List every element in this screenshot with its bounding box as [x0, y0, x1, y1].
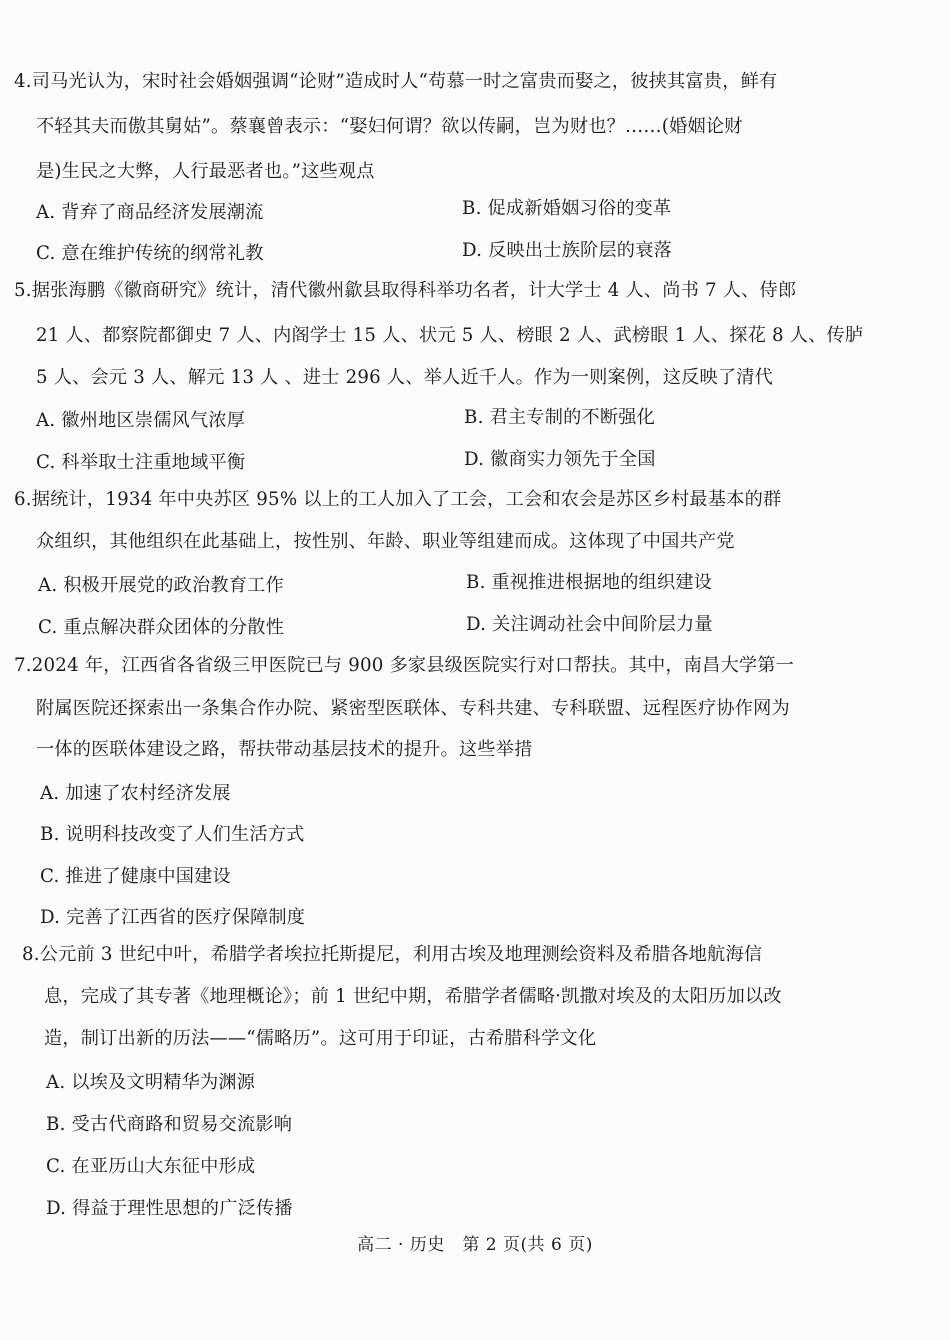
option-c: C. 在亚历山大东征中形成 — [46, 1156, 256, 1177]
question-text-line: 21 人、都察院都御史 7 人、内阁学士 15 人、状元 5 人、榜眼 2 人、武榜眼 1 人、探花 8 人、传胪 — [36, 325, 864, 346]
question-text-line: 5.据张海鹏《徽商研究》统计，清代徽州歙县取得科举功名者，计大学士 4 人、尚书 7 人、侍郎 — [14, 280, 797, 301]
question-text-line: 造，制订出新的历法——“儒略历”。这可用于印证，古希腊科学文化 — [44, 1028, 597, 1049]
question-text-line: 8.公元前 3 世纪中叶，希腊学者埃拉托斯提尼，利用古埃及地理测绘资料及希腊各地航海信 — [22, 944, 763, 965]
option-a: A. 以埃及文明精华为渊源 — [46, 1072, 256, 1093]
page-footer: 高二 · 历史 第 2 页(共 6 页) — [357, 1235, 593, 1255]
question-text-line: 众组织，其他组织在此基础上，按性别、年龄、职业等组建而成。这体现了中国共产党 — [36, 531, 735, 552]
question-text-line: 不轻其夫而傲其舅姑”。蔡襄曾表示：“娶妇何谓？欲以传嗣，岂为财也？……(婚姻论财 — [36, 116, 743, 137]
question-text-line: 5 人、会元 3 人、解元 13 人 、进士 296 人、举人近千人。作为一则案例，这反映了清代 — [36, 367, 774, 388]
question-text-line: 7.2024 年，江西省各省级三甲医院已与 900 多家县级医院实行对口帮扶。其中，南昌大学第一 — [14, 655, 795, 676]
option-c: C. 推进了健康中国建设 — [40, 866, 231, 887]
option-a: A. 积极开展党的政治教育工作 — [38, 575, 284, 596]
option-b: B. 促成新婚姻习俗的变革 — [462, 198, 672, 219]
question-text-line: 6.据统计，1934 年中央苏区 95% 以上的工人加入了工会，工会和农会是苏区乡村最基本的群 — [14, 489, 782, 510]
question-text-line: 附属医院还探索出一条集合作办院、紧密型医联体、专科共建、专科联盟、远程医疗协作网为 — [36, 698, 790, 719]
option-d: D. 反映出士族阶层的衰落 — [462, 240, 672, 261]
option-b: B. 说明科技改变了人们生活方式 — [40, 824, 305, 845]
option-c: C. 意在维护传统的纲常礼教 — [36, 243, 264, 264]
option-d: D. 得益于理性思想的广泛传播 — [46, 1198, 293, 1219]
option-b: B. 重视推进根据地的组织建设 — [466, 572, 713, 593]
option-b: B. 受古代商路和贸易交流影响 — [46, 1114, 293, 1135]
option-a: A. 徽州地区崇儒风气浓厚 — [36, 410, 246, 431]
option-a: A. 加速了农村经济发展 — [40, 783, 231, 804]
option-a: A. 背弃了商品经济发展潮流 — [36, 202, 264, 223]
option-d: D. 完善了江西省的医疗保障制度 — [40, 907, 306, 928]
question-text-line: 是)生民之大弊，人行最恶者也。”这些观点 — [36, 161, 375, 182]
option-d: D. 徽商实力领先于全国 — [464, 449, 656, 470]
option-d: D. 关注调动社会中间阶层力量 — [466, 614, 713, 635]
option-b: B. 君主专制的不断强化 — [464, 407, 656, 428]
option-c: C. 重点解决群众团体的分散性 — [38, 617, 285, 638]
question-text-line: 一体的医联体建设之路，帮扶带动基层技术的提升。这些举措 — [36, 739, 533, 760]
question-text-line: 4.司马光认为，宋时社会婚姻强调“论财”造成时人“苟慕一时之富贵而娶之，彼挟其富贵，鲜有 — [14, 71, 778, 92]
question-text-line: 息，完成了其专著《地理概论》；前 1 世纪中期，希腊学者儒略·凯撒对埃及的太阳历加以改 — [44, 986, 782, 1007]
option-c: C. 科举取士注重地域平衡 — [36, 452, 246, 473]
